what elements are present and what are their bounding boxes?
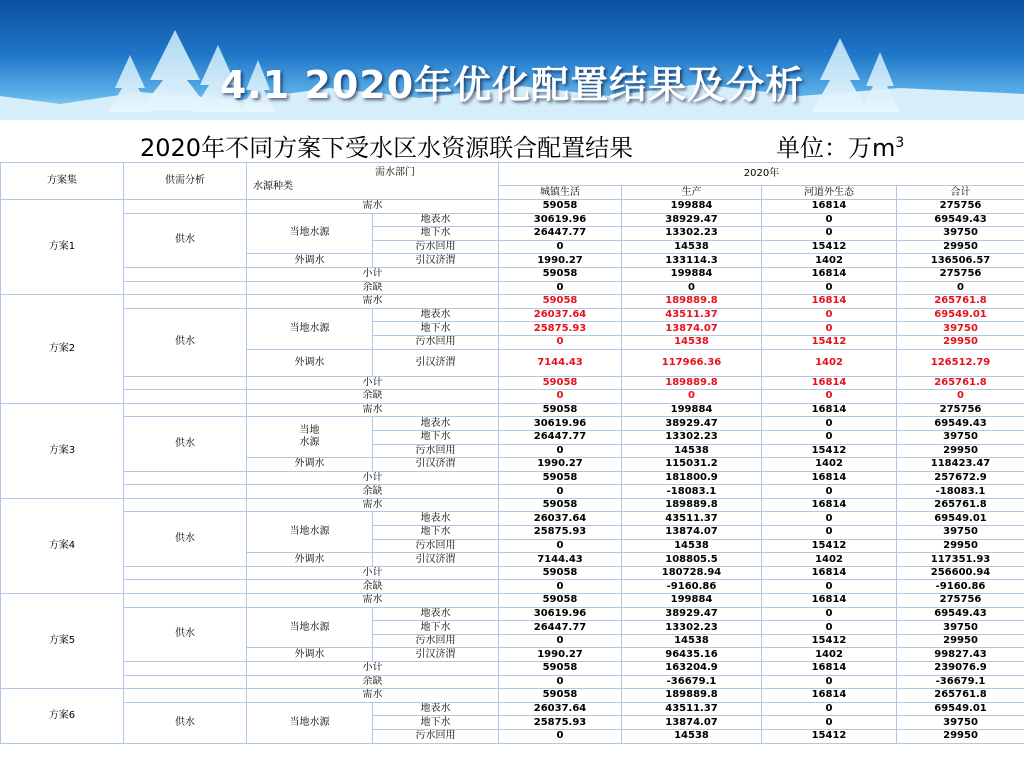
cell-subtotal-0: 59058 <box>499 376 622 390</box>
cell-demand-1: 199884 <box>622 594 762 608</box>
header-year: 2020年 <box>499 163 1024 186</box>
cell-demand-1: 199884 <box>622 403 762 417</box>
cell-reuse-2: 15412 <box>762 240 897 254</box>
cell-surface-2: 0 <box>762 308 897 322</box>
header-diagonal-cell <box>247 163 499 200</box>
table-row <box>1 662 1024 676</box>
label-reuse: 污水回用 <box>373 444 499 458</box>
cell-ground-1: 13302.23 <box>622 430 762 444</box>
cell-reuse-1: 14538 <box>622 729 762 743</box>
label-local-source: 当地水源 <box>247 702 373 743</box>
cell-reuse-3: 29950 <box>897 335 1024 349</box>
table-row <box>1 689 1024 703</box>
label-supply: 供水 <box>124 308 247 376</box>
header-scheme: 方案集 <box>1 163 124 200</box>
cell-surface-0: 30619.96 <box>499 607 622 621</box>
cell-subtotal-3: 256600.94 <box>897 566 1024 580</box>
table-row <box>1 594 1024 608</box>
cell-transfer-3: 117351.93 <box>897 553 1024 567</box>
analysis-blank <box>124 267 247 281</box>
cell-surface-2: 0 <box>762 512 897 526</box>
cell-balance-3: -36679.1 <box>897 675 1024 689</box>
cell-ground-1: 13302.23 <box>622 621 762 635</box>
label-external: 外调水 <box>247 254 373 268</box>
cell-demand-1: 189889.8 <box>622 689 762 703</box>
cell-ground-3: 39750 <box>897 430 1024 444</box>
table-row <box>1 200 1024 214</box>
label-surface-water: 地表水 <box>373 702 499 716</box>
cell-demand-0: 59058 <box>499 594 622 608</box>
cell-surface-3: 69549.43 <box>897 607 1024 621</box>
label-supply: 供水 <box>124 702 247 743</box>
header-row-1 <box>1 163 1024 186</box>
table-row <box>1 390 1024 404</box>
cell-demand-1: 199884 <box>622 200 762 214</box>
cell-surface-1: 43511.37 <box>622 702 762 716</box>
cell-reuse-2: 15412 <box>762 335 897 349</box>
cell-ground-3: 39750 <box>897 716 1024 730</box>
analysis-blank <box>124 295 247 309</box>
cell-reuse-1: 14538 <box>622 335 762 349</box>
label-surface-water: 地表水 <box>373 213 499 227</box>
cell-transfer-2: 1402 <box>762 349 897 376</box>
analysis-blank <box>124 376 247 390</box>
analysis-blank <box>124 390 247 404</box>
table-row <box>1 295 1024 309</box>
cell-reuse-0: 0 <box>499 634 622 648</box>
cell-reuse-0: 0 <box>499 444 622 458</box>
cell-surface-1: 43511.37 <box>622 308 762 322</box>
cell-ground-3: 39750 <box>897 322 1024 336</box>
caption-text: 2020年不同方案下受水区水资源联合配置结果 <box>140 134 634 162</box>
cell-subtotal-2: 16814 <box>762 566 897 580</box>
cell-surface-0: 26037.64 <box>499 308 622 322</box>
cell-subtotal-3: 239076.9 <box>897 662 1024 676</box>
cell-balance-2: 0 <box>762 675 897 689</box>
table-row <box>1 281 1024 295</box>
cell-subtotal-3: 265761.8 <box>897 376 1024 390</box>
table-row <box>1 308 1024 322</box>
label-groundwater: 地下水 <box>373 526 499 540</box>
cell-demand-3: 275756 <box>897 594 1024 608</box>
table-row <box>1 471 1024 485</box>
label-subtotal: 小计 <box>247 662 499 676</box>
cell-balance-0: 0 <box>499 485 622 499</box>
caption-unit <box>776 128 904 163</box>
header-analysis: 供需分析 <box>124 163 247 200</box>
cell-surface-2: 0 <box>762 213 897 227</box>
cell-demand-1: 189889.8 <box>622 498 762 512</box>
cell-surface-3: 69549.01 <box>897 308 1024 322</box>
label-local-source: 当地水源 <box>247 308 373 349</box>
label-supply: 供水 <box>124 417 247 471</box>
cell-reuse-0: 0 <box>499 539 622 553</box>
table-row <box>1 702 1024 716</box>
cell-ground-0: 25875.93 <box>499 526 622 540</box>
cell-ground-2: 0 <box>762 621 897 635</box>
cell-subtotal-0: 59058 <box>499 566 622 580</box>
cell-reuse-3: 29950 <box>897 444 1024 458</box>
cell-demand-0: 59058 <box>499 200 622 214</box>
table-row <box>1 417 1024 431</box>
cell-reuse-1: 14538 <box>622 634 762 648</box>
label-groundwater: 地下水 <box>373 430 499 444</box>
cell-reuse-2: 15412 <box>762 634 897 648</box>
cell-ground-3: 39750 <box>897 621 1024 635</box>
cell-balance-3: 0 <box>897 390 1024 404</box>
cell-ground-1: 13874.07 <box>622 526 762 540</box>
cell-subtotal-2: 16814 <box>762 662 897 676</box>
table-row <box>1 213 1024 227</box>
label-balance: 余缺 <box>247 281 499 295</box>
scheme-name: 方案4 <box>1 498 124 593</box>
title-banner <box>0 0 1024 120</box>
label-balance: 余缺 <box>247 675 499 689</box>
cell-subtotal-3: 275756 <box>897 267 1024 281</box>
table-caption <box>0 124 1024 162</box>
cell-ground-0: 26447.77 <box>499 621 622 635</box>
cell-demand-2: 16814 <box>762 200 897 214</box>
cell-demand-2: 16814 <box>762 594 897 608</box>
cell-ground-1: 13302.23 <box>622 227 762 241</box>
cell-subtotal-2: 16814 <box>762 376 897 390</box>
cell-balance-0: 0 <box>499 580 622 594</box>
cell-ground-2: 0 <box>762 227 897 241</box>
cell-reuse-0: 0 <box>499 335 622 349</box>
cell-demand-0: 59058 <box>499 498 622 512</box>
label-transfer: 引汉济渭 <box>373 553 499 567</box>
cell-ground-0: 25875.93 <box>499 322 622 336</box>
label-demand: 需水 <box>247 403 499 417</box>
cell-transfer-1: 133114.3 <box>622 254 762 268</box>
cell-ground-0: 26447.77 <box>499 430 622 444</box>
label-subtotal: 小计 <box>247 566 499 580</box>
label-groundwater: 地下水 <box>373 322 499 336</box>
cell-transfer-1: 96435.16 <box>622 648 762 662</box>
cell-balance-1: 0 <box>622 390 762 404</box>
cell-balance-0: 0 <box>499 675 622 689</box>
table-row <box>1 403 1024 417</box>
cell-subtotal-1: 181800.9 <box>622 471 762 485</box>
header-water-source-type: 水源种类 <box>253 181 293 192</box>
label-transfer: 引汉济渭 <box>373 458 499 472</box>
label-external: 外调水 <box>247 349 373 376</box>
scheme-name: 方案6 <box>1 689 124 743</box>
table-row <box>1 580 1024 594</box>
cell-reuse-0: 0 <box>499 240 622 254</box>
label-supply: 供水 <box>124 213 247 267</box>
cell-transfer-2: 1402 <box>762 254 897 268</box>
cell-surface-3: 69549.01 <box>897 512 1024 526</box>
cell-reuse-3: 29950 <box>897 729 1024 743</box>
label-external: 外调水 <box>247 553 373 567</box>
cell-transfer-2: 1402 <box>762 458 897 472</box>
cell-demand-2: 16814 <box>762 689 897 703</box>
header-col-total: 合计 <box>897 186 1024 200</box>
cell-ground-0: 26447.77 <box>499 227 622 241</box>
label-local-line2: 水源 <box>299 437 320 449</box>
cell-demand-0: 59058 <box>499 689 622 703</box>
slide-title: 4.1 2020年优化配置结果及分析 <box>219 63 805 107</box>
analysis-blank <box>124 498 247 512</box>
table-row <box>1 376 1024 390</box>
cell-transfer-3: 118423.47 <box>897 458 1024 472</box>
cell-subtotal-0: 59058 <box>499 662 622 676</box>
table-row <box>1 566 1024 580</box>
analysis-blank <box>124 485 247 499</box>
cell-subtotal-2: 16814 <box>762 471 897 485</box>
label-reuse: 污水回用 <box>373 240 499 254</box>
cell-transfer-1: 108805.5 <box>622 553 762 567</box>
header-col-production: 生产 <box>622 186 762 200</box>
analysis-blank <box>124 200 247 214</box>
label-reuse: 污水回用 <box>373 335 499 349</box>
cell-ground-1: 13874.07 <box>622 322 762 336</box>
cell-transfer-1: 115031.2 <box>622 458 762 472</box>
header-demand-dept: 需水部门 <box>375 167 415 178</box>
cell-transfer-0: 1990.27 <box>499 458 622 472</box>
label-subtotal: 小计 <box>247 376 499 390</box>
cell-reuse-2: 15412 <box>762 729 897 743</box>
header-col-ecology: 河道外生态 <box>762 186 897 200</box>
cell-reuse-2: 15412 <box>762 539 897 553</box>
cell-ground-2: 0 <box>762 322 897 336</box>
cell-reuse-3: 29950 <box>897 240 1024 254</box>
cell-demand-3: 265761.8 <box>897 498 1024 512</box>
cell-transfer-0: 7144.43 <box>499 349 622 376</box>
cell-surface-1: 38929.47 <box>622 607 762 621</box>
cell-reuse-3: 29950 <box>897 634 1024 648</box>
cell-ground-1: 13874.07 <box>622 716 762 730</box>
cell-balance-2: 0 <box>762 485 897 499</box>
label-groundwater: 地下水 <box>373 227 499 241</box>
cell-transfer-3: 126512.79 <box>897 349 1024 376</box>
cell-reuse-3: 29950 <box>897 539 1024 553</box>
scheme-name: 方案1 <box>1 200 124 295</box>
cell-reuse-1: 14538 <box>622 539 762 553</box>
cell-surface-2: 0 <box>762 417 897 431</box>
cell-surface-1: 38929.47 <box>622 213 762 227</box>
cell-ground-2: 0 <box>762 716 897 730</box>
table-row <box>1 485 1024 499</box>
cell-balance-1: -36679.1 <box>622 675 762 689</box>
table-row <box>1 675 1024 689</box>
analysis-blank <box>124 675 247 689</box>
cell-reuse-2: 15412 <box>762 444 897 458</box>
allocation-table <box>0 162 1024 744</box>
label-balance: 余缺 <box>247 390 499 404</box>
cell-surface-0: 30619.96 <box>499 213 622 227</box>
label-demand: 需水 <box>247 498 499 512</box>
cell-balance-1: -18083.1 <box>622 485 762 499</box>
cell-ground-0: 25875.93 <box>499 716 622 730</box>
cell-ground-3: 39750 <box>897 526 1024 540</box>
cell-subtotal-1: 199884 <box>622 267 762 281</box>
cell-subtotal-0: 59058 <box>499 267 622 281</box>
analysis-blank <box>124 281 247 295</box>
label-local-source: 当地水源 <box>247 512 373 553</box>
label-local-line1: 当地 <box>299 425 320 437</box>
analysis-blank <box>124 689 247 703</box>
cell-subtotal-0: 59058 <box>499 471 622 485</box>
cell-balance-2: 0 <box>762 281 897 295</box>
analysis-blank <box>124 566 247 580</box>
cell-transfer-3: 99827.43 <box>897 648 1024 662</box>
label-external: 外调水 <box>247 648 373 662</box>
cell-subtotal-2: 16814 <box>762 267 897 281</box>
cell-balance-3: -18083.1 <box>897 485 1024 499</box>
label-supply: 供水 <box>124 512 247 566</box>
cell-surface-0: 26037.64 <box>499 512 622 526</box>
cell-demand-2: 16814 <box>762 498 897 512</box>
label-demand: 需水 <box>247 689 499 703</box>
cell-balance-0: 0 <box>499 390 622 404</box>
label-surface-water: 地表水 <box>373 512 499 526</box>
cell-subtotal-3: 257672.9 <box>897 471 1024 485</box>
cell-ground-3: 39750 <box>897 227 1024 241</box>
label-groundwater: 地下水 <box>373 716 499 730</box>
analysis-blank <box>124 594 247 608</box>
label-surface-water: 地表水 <box>373 308 499 322</box>
label-reuse: 污水回用 <box>373 634 499 648</box>
label-surface-water: 地表水 <box>373 417 499 431</box>
label-demand: 需水 <box>247 594 499 608</box>
label-transfer: 引汉济渭 <box>373 648 499 662</box>
label-subtotal: 小计 <box>247 267 499 281</box>
label-transfer: 引汉济渭 <box>373 254 499 268</box>
label-balance: 余缺 <box>247 580 499 594</box>
analysis-blank <box>124 471 247 485</box>
table-row <box>1 267 1024 281</box>
label-local-source <box>247 417 373 458</box>
cell-reuse-0: 0 <box>499 729 622 743</box>
label-reuse: 污水回用 <box>373 729 499 743</box>
label-transfer: 引汉济渭 <box>373 349 499 376</box>
cell-balance-3: -9160.86 <box>897 580 1024 594</box>
cell-surface-3: 69549.01 <box>897 702 1024 716</box>
cell-balance-1: 0 <box>622 281 762 295</box>
cell-balance-1: -9160.86 <box>622 580 762 594</box>
label-reuse: 污水回用 <box>373 539 499 553</box>
cell-transfer-2: 1402 <box>762 648 897 662</box>
cell-subtotal-1: 189889.8 <box>622 376 762 390</box>
scheme-name: 方案5 <box>1 594 124 689</box>
cell-surface-3: 69549.43 <box>897 417 1024 431</box>
cell-balance-2: 0 <box>762 580 897 594</box>
cell-demand-1: 189889.8 <box>622 295 762 309</box>
allocation-table-container <box>0 162 1024 768</box>
label-local-source: 当地水源 <box>247 607 373 648</box>
analysis-blank <box>124 403 247 417</box>
header-col-urban: 城镇生活 <box>499 186 622 200</box>
label-subtotal: 小计 <box>247 471 499 485</box>
table-row <box>1 498 1024 512</box>
cell-subtotal-1: 163204.9 <box>622 662 762 676</box>
cell-surface-1: 38929.47 <box>622 417 762 431</box>
caption-unit-prefix: 单位：万m <box>776 134 896 162</box>
caption-unit-sup: 3 <box>895 135 905 151</box>
scheme-name: 方案2 <box>1 295 124 404</box>
cell-surface-1: 43511.37 <box>622 512 762 526</box>
label-demand: 需水 <box>247 200 499 214</box>
cell-demand-0: 59058 <box>499 295 622 309</box>
cell-demand-3: 275756 <box>897 200 1024 214</box>
cell-surface-0: 30619.96 <box>499 417 622 431</box>
cell-surface-2: 0 <box>762 607 897 621</box>
cell-balance-2: 0 <box>762 390 897 404</box>
cell-transfer-0: 1990.27 <box>499 648 622 662</box>
scheme-name: 方案3 <box>1 403 124 498</box>
cell-demand-3: 265761.8 <box>897 295 1024 309</box>
cell-surface-0: 26037.64 <box>499 702 622 716</box>
cell-reuse-1: 14538 <box>622 444 762 458</box>
analysis-blank <box>124 662 247 676</box>
cell-surface-2: 0 <box>762 702 897 716</box>
cell-demand-3: 275756 <box>897 403 1024 417</box>
label-external: 外调水 <box>247 458 373 472</box>
label-groundwater: 地下水 <box>373 621 499 635</box>
cell-demand-0: 59058 <box>499 403 622 417</box>
cell-ground-2: 0 <box>762 430 897 444</box>
cell-transfer-1: 117966.36 <box>622 349 762 376</box>
cell-reuse-1: 14538 <box>622 240 762 254</box>
label-surface-water: 地表水 <box>373 607 499 621</box>
cell-transfer-0: 7144.43 <box>499 553 622 567</box>
cell-transfer-3: 136506.57 <box>897 254 1024 268</box>
cell-subtotal-1: 180728.94 <box>622 566 762 580</box>
label-balance: 余缺 <box>247 485 499 499</box>
cell-surface-3: 69549.43 <box>897 213 1024 227</box>
cell-balance-0: 0 <box>499 281 622 295</box>
cell-transfer-2: 1402 <box>762 553 897 567</box>
analysis-blank <box>124 580 247 594</box>
table-row <box>1 607 1024 621</box>
cell-transfer-0: 1990.27 <box>499 254 622 268</box>
cell-demand-3: 265761.8 <box>897 689 1024 703</box>
cell-ground-2: 0 <box>762 526 897 540</box>
cell-demand-2: 16814 <box>762 295 897 309</box>
label-demand: 需水 <box>247 295 499 309</box>
table-row <box>1 512 1024 526</box>
cell-demand-2: 16814 <box>762 403 897 417</box>
cell-balance-3: 0 <box>897 281 1024 295</box>
label-supply: 供水 <box>124 607 247 661</box>
label-local-source: 当地水源 <box>247 213 373 254</box>
